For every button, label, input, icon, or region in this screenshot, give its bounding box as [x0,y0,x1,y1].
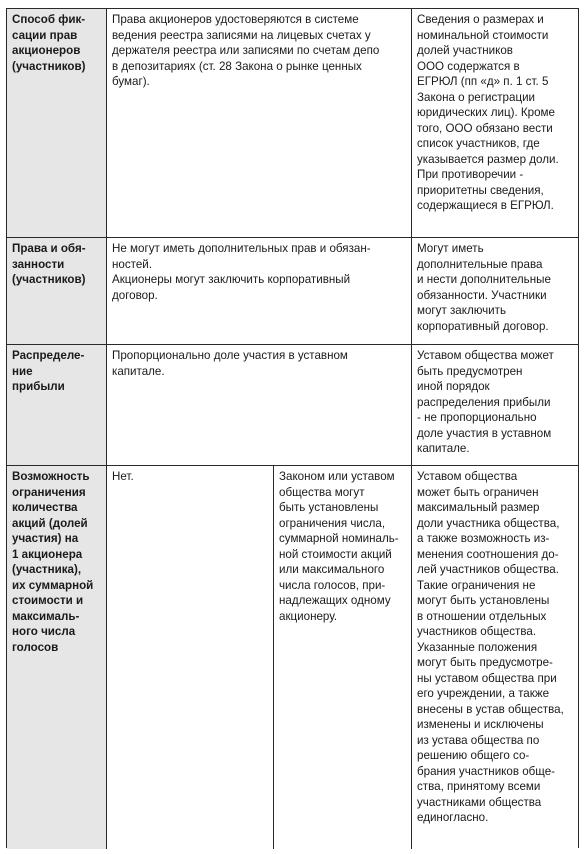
row-header: Распределе- ние прибыли [7,345,107,465]
row-header: Права и обя- занности (участников) [7,238,107,344]
row-header: Способ фик- сации прав акционеров (участников) [7,9,107,237]
table-row [7,465,578,849]
table-row [7,9,578,237]
llc-cell: Уставом общества может быть ограничен максимальный размер доли участника общества, а также возможность из- менения соотношения до- лей участников общества. Такие ограничения не могут быть установлены в отношении отдельных участников общества. Указанные положения могут быть предусмотре- ны уставом общества при его учреждении, а также внесены в устав общества, изменены и исключены из устава общества по решению общего со- брания участников обще- ства, принятому всеми участниками общества единогласно. [412,466,578,849]
llc-cell: Сведения о размерах и номинальной стоимости долей участников ООО содержатся в ЕГРЮЛ (пп «д» п. 1 ст. 5 Закона о регистрации юридических лиц). Кроме того, ООО обязано вести список участников, где указывается размер доли. При противоречии - приоритетны сведения, содержащиеся в ЕГРЮЛ. [412,9,578,237]
jsc-cell-right: Законом или уставом общества могут быть установлены ограничения числа, суммарной номиналь- ной стоимости акций или максимального числа голосов, при- надлежащих одному акционеру. [274,466,412,849]
table-row [7,344,578,465]
table-row [7,237,578,344]
jsc-cell-left: Нет. [107,466,274,849]
jsc-cell: Права акционеров удостоверяются в системе ведения реестра записями на лицевых счетах у держателя реестра или записями по счетам депо в депозитариях (ст. 28 Закона о рынке ценных бумаг). [107,9,412,237]
llc-cell: Могут иметь дополнительные права и нести дополнительные обязанности. Участники могут заключить корпоративный договор. [412,238,578,344]
llc-cell: Уставом общества может быть предусмотрен иной порядок распределения прибыли - не пропорционально доле участия в уставном капитале. [412,345,578,465]
row-header: Возможность ограничения количества акций (долей участия) на 1 акционера (участника), их суммарной стоимости и максималь- ного числа голосов [7,466,107,849]
jsc-cell: Не могут иметь дополнительных прав и обязан- ностей. Акционеры могут заключить корпоративный договор. [107,238,412,344]
jsc-cell: Пропорционально доле участия в уставном капитале. [107,345,412,465]
comparison-table [6,8,579,848]
